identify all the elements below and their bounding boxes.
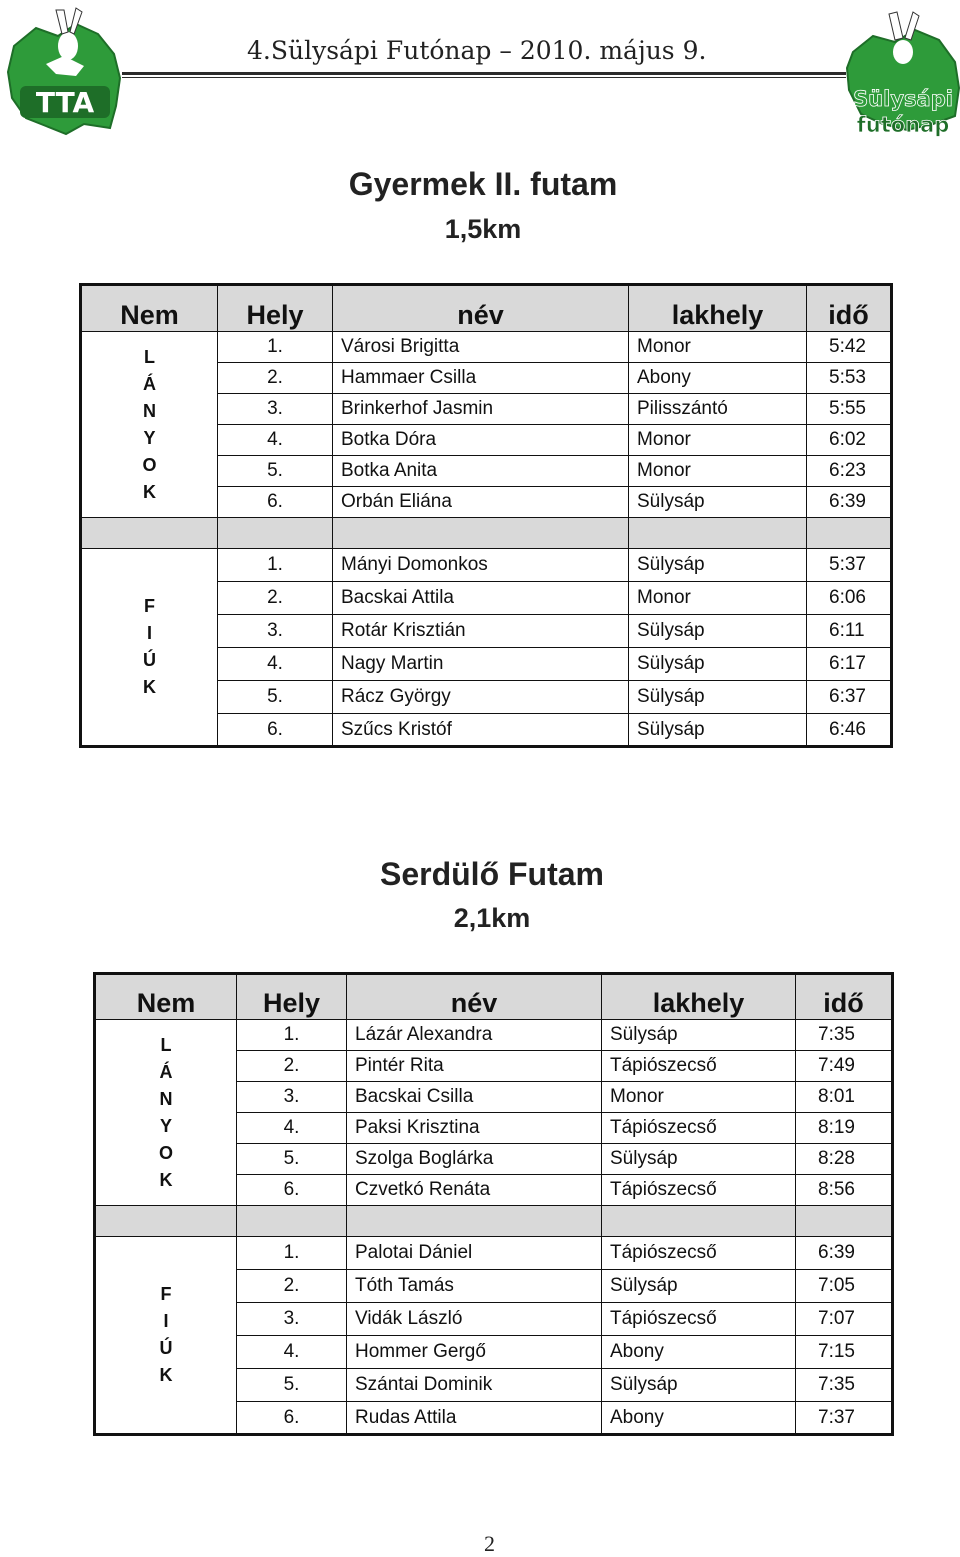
gender-letter: Ú (159, 1338, 173, 1358)
table-row (81, 549, 892, 582)
name-cell: Botka Dóra (333, 425, 629, 456)
city-cell: Sülysáp (602, 1144, 796, 1175)
race2-distance: 2,1km (453, 903, 531, 933)
name-cell: Szolga Boglárka (347, 1144, 602, 1175)
name-cell: Hommer Gergő (347, 1336, 602, 1369)
table-row (95, 1237, 893, 1270)
column-header-time: idő (796, 974, 893, 1020)
logo-text-futonap: futónap (856, 113, 950, 137)
separator-cell (807, 518, 892, 549)
gender-letter: K (159, 1169, 173, 1190)
gender-label-boys (95, 1237, 237, 1435)
city-cell: Monor (629, 582, 807, 615)
name-cell: Pintér Rita (347, 1051, 602, 1082)
gender-letter: Ú (143, 650, 156, 670)
place-cell: 6. (237, 1402, 347, 1435)
logo-text-sulysapi: Sülysápi (853, 87, 953, 111)
gender-letter: L (160, 1034, 172, 1055)
city-cell: Tápiószecső (602, 1113, 796, 1144)
separator-row (81, 518, 892, 549)
header-rule-thin (122, 77, 846, 78)
place-cell: 2. (218, 582, 333, 615)
name-cell: Rácz György (333, 681, 629, 714)
name-cell: Szántai Dominik (347, 1369, 602, 1402)
name-cell: Bacskai Attila (333, 582, 629, 615)
city-cell: Tápiószecső (602, 1175, 796, 1206)
race2-results-table (93, 972, 894, 1436)
name-cell: Brinkerhof Jasmin (333, 394, 629, 425)
place-cell: 3. (237, 1303, 347, 1336)
table-header-row (95, 974, 893, 1020)
gender-letter: F (160, 1284, 172, 1304)
separator-cell (81, 518, 218, 549)
header-rule (122, 72, 846, 75)
city-cell: Sülysáp (629, 648, 807, 681)
time-cell: 8:19 (796, 1113, 893, 1144)
sulysapi-futonap-logo (843, 6, 960, 144)
place-cell: 1. (237, 1020, 347, 1051)
time-cell: 5:53 (807, 363, 892, 394)
name-cell: Mányi Domonkos (333, 549, 629, 582)
city-cell: Sülysáp (629, 681, 807, 714)
gender-letter: O (142, 454, 157, 475)
gender-letter: N (159, 1088, 173, 1109)
gender-label-boys (81, 549, 218, 747)
city-cell: Abony (602, 1336, 796, 1369)
gender-letter: N (143, 400, 156, 421)
gender-letter: F (144, 596, 155, 616)
gender-letter: L (144, 346, 155, 367)
place-cell: 2. (218, 363, 333, 394)
place-cell: 4. (237, 1336, 347, 1369)
gender-letter: O (158, 1142, 173, 1163)
table-row (95, 1020, 893, 1051)
place-cell: 2. (237, 1051, 347, 1082)
gender-letter: I (163, 1311, 169, 1331)
name-cell: Városi Brigitta (333, 332, 629, 363)
separator-cell (796, 1206, 893, 1237)
gender-letter: K (143, 677, 156, 697)
place-cell: 5. (237, 1369, 347, 1402)
column-header-gender: Nem (95, 974, 237, 1020)
time-cell: 7:07 (796, 1303, 893, 1336)
time-cell: 6:46 (807, 714, 892, 747)
place-cell: 3. (237, 1082, 347, 1113)
column-header-name: név (333, 285, 629, 332)
name-cell: Rotár Krisztián (333, 615, 629, 648)
time-cell: 7:35 (796, 1369, 893, 1402)
time-cell: 7:49 (796, 1051, 893, 1082)
place-cell: 1. (237, 1237, 347, 1270)
time-cell: 6:39 (807, 487, 892, 518)
tta-logo (6, 6, 124, 138)
name-cell: Czvetkó Renáta (347, 1175, 602, 1206)
gender-letter: Y (143, 427, 156, 448)
column-header-gender: Nem (81, 285, 218, 332)
separator-cell (95, 1206, 237, 1237)
place-cell: 6. (218, 714, 333, 747)
race2-title: Serdülő Futam (379, 856, 604, 892)
name-cell: Vidák László (347, 1303, 602, 1336)
city-cell: Tápiószecső (602, 1051, 796, 1082)
time-cell: 8:56 (796, 1175, 893, 1206)
time-cell: 6:02 (807, 425, 892, 456)
city-cell: Pilisszántó (629, 394, 807, 425)
time-cell: 7:35 (796, 1020, 893, 1051)
column-header-place: Hely (218, 285, 333, 332)
name-cell: Nagy Martin (333, 648, 629, 681)
table-header-row (81, 285, 892, 332)
column-header-place: Hely (237, 974, 347, 1020)
place-cell: 5. (218, 681, 333, 714)
place-cell: 5. (218, 456, 333, 487)
tta-logo-text: TTA (35, 86, 95, 119)
time-cell: 6:17 (807, 648, 892, 681)
place-cell: 4. (218, 648, 333, 681)
separator-cell (602, 1206, 796, 1237)
city-cell: Monor (629, 332, 807, 363)
place-cell: 2. (237, 1270, 347, 1303)
gender-letter: K (159, 1365, 173, 1385)
name-cell: Botka Anita (333, 456, 629, 487)
race1-title: Gyermek II. futam (348, 166, 618, 202)
gender-label-girls (95, 1020, 237, 1206)
place-cell: 6. (218, 487, 333, 518)
place-cell: 3. (218, 615, 333, 648)
city-cell: Sülysáp (602, 1020, 796, 1051)
time-cell: 6:37 (807, 681, 892, 714)
time-cell: 8:01 (796, 1082, 893, 1113)
time-cell: 5:42 (807, 332, 892, 363)
time-cell: 7:15 (796, 1336, 893, 1369)
name-cell: Tóth Tamás (347, 1270, 602, 1303)
name-cell: Rudas Attila (347, 1402, 602, 1435)
gender-label-girls (81, 332, 218, 518)
city-cell: Abony (629, 363, 807, 394)
time-cell: 8:28 (796, 1144, 893, 1175)
name-cell: Bacskai Csilla (347, 1082, 602, 1113)
separator-cell (218, 518, 333, 549)
place-cell: 6. (237, 1175, 347, 1206)
page-number: 2 (484, 1531, 495, 1556)
page-header-title: 4.Sülysápi Futónap – 2010. május 9. (247, 36, 707, 65)
race1-results-table (79, 283, 893, 748)
separator-row (95, 1206, 893, 1237)
city-cell: Sülysáp (629, 549, 807, 582)
gender-letter: Á (143, 373, 156, 394)
place-cell: 1. (218, 332, 333, 363)
time-cell: 6:06 (807, 582, 892, 615)
city-cell: Monor (602, 1082, 796, 1113)
place-cell: 3. (218, 394, 333, 425)
time-cell: 7:05 (796, 1270, 893, 1303)
column-header-city: lakhely (629, 285, 807, 332)
name-cell: Lázár Alexandra (347, 1020, 602, 1051)
separator-cell (629, 518, 807, 549)
time-cell: 5:37 (807, 549, 892, 582)
city-cell: Sülysáp (629, 714, 807, 747)
gender-letter: Y (159, 1115, 172, 1136)
column-header-time: idő (807, 285, 892, 332)
separator-cell (237, 1206, 347, 1237)
column-header-name: név (347, 974, 602, 1020)
city-cell: Monor (629, 425, 807, 456)
place-cell: 4. (218, 425, 333, 456)
city-cell: Abony (602, 1402, 796, 1435)
gender-letter: K (143, 481, 156, 502)
city-cell: Sülysáp (602, 1270, 796, 1303)
separator-cell (333, 518, 629, 549)
name-cell: Orbán Eliána (333, 487, 629, 518)
name-cell: Paksi Krisztina (347, 1113, 602, 1144)
time-cell: 6:39 (796, 1237, 893, 1270)
separator-cell (347, 1206, 602, 1237)
city-cell: Monor (629, 456, 807, 487)
city-cell: Sülysáp (629, 615, 807, 648)
gender-letter: I (146, 623, 152, 643)
place-cell: 5. (237, 1144, 347, 1175)
gender-letter: Á (159, 1061, 173, 1082)
time-cell: 7:37 (796, 1402, 893, 1435)
column-header-city: lakhely (602, 974, 796, 1020)
race1-distance: 1,5km (444, 214, 522, 244)
city-cell: Tápiószecső (602, 1303, 796, 1336)
place-cell: 1. (218, 549, 333, 582)
name-cell: Szűcs Kristóf (333, 714, 629, 747)
time-cell: 5:55 (807, 394, 892, 425)
city-cell: Sülysáp (629, 487, 807, 518)
name-cell: Hammaer Csilla (333, 363, 629, 394)
place-cell: 4. (237, 1113, 347, 1144)
table-row (81, 332, 892, 363)
name-cell: Palotai Dániel (347, 1237, 602, 1270)
time-cell: 6:11 (807, 615, 892, 648)
city-cell: Sülysáp (602, 1369, 796, 1402)
city-cell: Tápiószecső (602, 1237, 796, 1270)
time-cell: 6:23 (807, 456, 892, 487)
